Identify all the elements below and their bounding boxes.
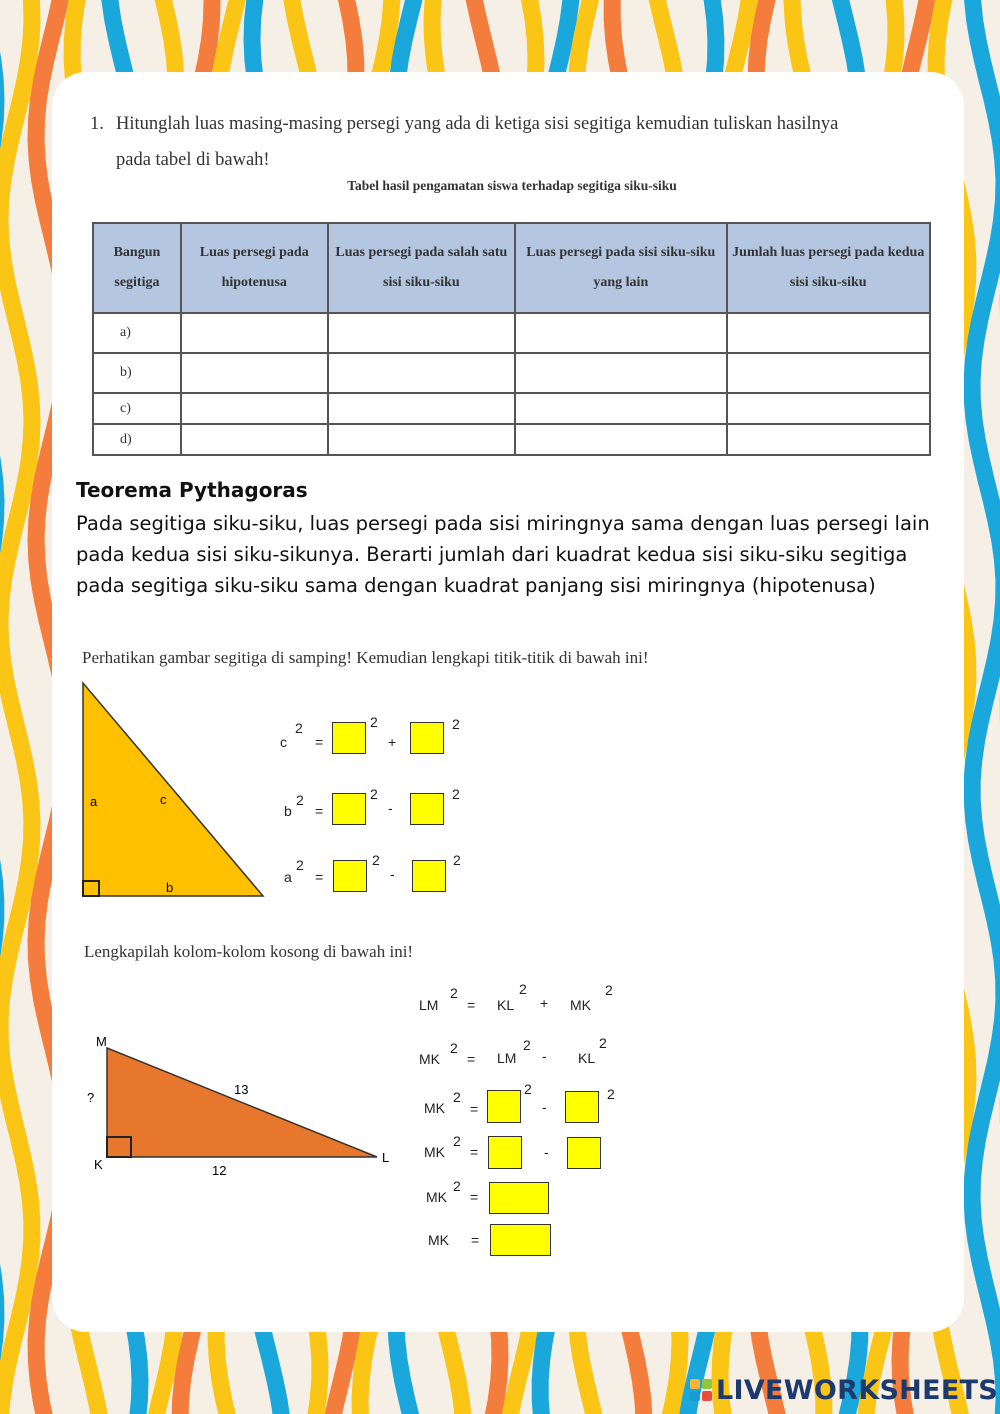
equals: = bbox=[470, 1101, 479, 1117]
term: KL bbox=[497, 997, 515, 1013]
answer-box[interactable] bbox=[410, 793, 444, 825]
header-hipotenusa: Luas persegi pada hipotenusa bbox=[181, 223, 328, 313]
eq-exp: 2 bbox=[370, 714, 378, 730]
eq-exp: 2 bbox=[296, 857, 304, 873]
eq-lhs: b bbox=[284, 803, 292, 819]
question-text: Hitunglah luas masing-masing persegi yang ada di ketiga sisi segitiga kemudian tuliskan hasilnya bbox=[116, 114, 839, 134]
question-text-continued: pada tabel di bawah! bbox=[116, 150, 270, 170]
term: KL bbox=[578, 1050, 596, 1066]
exp: 2 bbox=[607, 1086, 615, 1102]
eq-equals: = bbox=[315, 803, 324, 819]
row-label: d) bbox=[93, 424, 181, 455]
term: MK bbox=[419, 1051, 440, 1067]
answer-cell[interactable] bbox=[515, 424, 726, 455]
liveworksheets-logo bbox=[690, 1373, 998, 1407]
answer-box[interactable] bbox=[410, 722, 444, 754]
equals: = bbox=[470, 1189, 479, 1205]
answer-cell[interactable] bbox=[328, 353, 516, 393]
triangle-shape bbox=[83, 683, 263, 896]
eq-equals: = bbox=[315, 869, 324, 885]
row-label: b) bbox=[93, 353, 181, 393]
answer-cell[interactable] bbox=[181, 393, 328, 424]
eq-equals: = bbox=[315, 734, 324, 750]
row-label: a) bbox=[93, 313, 181, 353]
answer-cell[interactable] bbox=[727, 313, 930, 353]
operator: - bbox=[542, 1048, 547, 1064]
eq-operator: - bbox=[388, 800, 393, 816]
answer-box[interactable] bbox=[488, 1136, 522, 1169]
eq-exp: 2 bbox=[452, 716, 460, 732]
exp: 2 bbox=[519, 981, 527, 997]
logo-icon bbox=[690, 1379, 712, 1401]
side-mk-value: ? bbox=[87, 1090, 95, 1105]
header-sisi-1: Luas persegi pada salah satu sisi siku-siku bbox=[328, 223, 516, 313]
answer-box[interactable] bbox=[332, 793, 366, 825]
term: LM bbox=[419, 997, 439, 1013]
answer-cell[interactable] bbox=[328, 313, 516, 353]
answer-cell[interactable] bbox=[515, 313, 726, 353]
exercise-2-instruction: Lengkapilah kolom-kolom kosong di bawah ini! bbox=[84, 942, 414, 961]
term: MK bbox=[426, 1189, 447, 1205]
exp: 2 bbox=[453, 1178, 461, 1194]
exp: 2 bbox=[524, 1081, 532, 1097]
side-label-b: b bbox=[166, 880, 174, 895]
eq-exp: 2 bbox=[370, 786, 378, 802]
answer-cell[interactable] bbox=[181, 313, 328, 353]
side-kl-value: 12 bbox=[212, 1163, 227, 1178]
exp: 2 bbox=[605, 982, 613, 998]
vertex-m: M bbox=[96, 1034, 107, 1049]
equals: = bbox=[467, 1051, 476, 1067]
answer-box[interactable] bbox=[490, 1224, 551, 1256]
eq-lhs: a bbox=[284, 869, 292, 885]
triangle-shape bbox=[107, 1048, 377, 1157]
exp: 2 bbox=[453, 1089, 461, 1105]
eq-exp: 2 bbox=[453, 852, 461, 868]
logo-text: LIVEWORKSHEETS bbox=[716, 1374, 999, 1406]
answer-cell[interactable] bbox=[328, 393, 516, 424]
answer-cell[interactable] bbox=[515, 353, 726, 393]
header-bangun: Bangun segitiga bbox=[93, 223, 181, 313]
answer-cell[interactable] bbox=[727, 353, 930, 393]
term: MK bbox=[424, 1144, 445, 1160]
observation-table bbox=[92, 222, 931, 456]
equals: = bbox=[470, 1144, 479, 1160]
eq-operator: + bbox=[388, 734, 397, 750]
side-label-a: a bbox=[90, 794, 98, 809]
eq-exp: 2 bbox=[296, 792, 304, 808]
answer-cell[interactable] bbox=[727, 424, 930, 455]
answer-box[interactable] bbox=[565, 1091, 599, 1123]
answer-cell[interactable] bbox=[328, 424, 516, 455]
wavy-stripe bbox=[0, 0, 32, 1414]
side-ml-value: 13 bbox=[234, 1082, 249, 1097]
eq-operator: - bbox=[390, 866, 395, 882]
operator: - bbox=[544, 1144, 549, 1160]
answer-cell[interactable] bbox=[181, 353, 328, 393]
right-triangle-mkl bbox=[80, 1030, 400, 1180]
right-triangle-abc bbox=[80, 680, 270, 900]
exp: 2 bbox=[450, 1040, 458, 1056]
exp: 2 bbox=[453, 1133, 461, 1149]
answer-box[interactable] bbox=[567, 1137, 601, 1169]
question-number: 1. bbox=[90, 114, 104, 134]
exp: 2 bbox=[599, 1035, 607, 1051]
answer-box[interactable] bbox=[412, 860, 446, 892]
side-label-c: c bbox=[160, 792, 167, 807]
operator: - bbox=[542, 1099, 547, 1115]
term: LM bbox=[497, 1050, 517, 1066]
header-sisi-2: Luas persegi pada sisi siku-siku yang lain bbox=[515, 223, 726, 313]
theorem-title: Teorema Pythagoras bbox=[76, 478, 308, 502]
row-label: c) bbox=[93, 393, 181, 424]
vertex-l: L bbox=[382, 1150, 390, 1165]
header-jumlah: Jumlah luas persegi pada kedua sisi siku-siku bbox=[727, 223, 930, 313]
term: MK bbox=[424, 1100, 445, 1116]
answer-box[interactable] bbox=[333, 860, 367, 892]
equals: = bbox=[471, 1232, 480, 1248]
question-1 bbox=[90, 106, 950, 178]
answer-box[interactable] bbox=[332, 722, 366, 754]
eq-exp: 2 bbox=[372, 852, 380, 868]
table-caption: Tabel hasil pengamatan siswa terhadap segitiga siku-siku bbox=[347, 178, 677, 193]
exp: 2 bbox=[523, 1037, 531, 1053]
equals: = bbox=[467, 997, 476, 1013]
eq-exp: 2 bbox=[295, 720, 303, 736]
exp: 2 bbox=[450, 985, 458, 1001]
eq-lhs: c bbox=[280, 734, 287, 750]
answer-box[interactable] bbox=[489, 1182, 549, 1214]
answer-cell[interactable] bbox=[727, 393, 930, 424]
vertex-k: K bbox=[94, 1157, 103, 1172]
answer-box[interactable] bbox=[487, 1090, 521, 1123]
exercise-1-instruction: Perhatikan gambar segitiga di samping! Kemudian lengkapi titik-titik di bawah ini! bbox=[82, 648, 649, 667]
operator: + bbox=[540, 995, 549, 1011]
answer-cell[interactable] bbox=[515, 393, 726, 424]
wavy-stripe bbox=[972, 0, 1000, 1414]
term: MK bbox=[428, 1232, 449, 1248]
term: MK bbox=[570, 997, 591, 1013]
eq-exp: 2 bbox=[452, 786, 460, 802]
theorem-body: Pada segitiga siku-siku, luas persegi pada sisi miringnya sama dengan luas persegi lain pada kedua sisi siku-sikunya. Berarti jumlah dari kuadrat kedua sisi siku-siku segitiga pada segitiga siku-siku sama dengan kuadrat panjang sisi miringnya (hipotenusa) bbox=[76, 512, 930, 597]
answer-cell[interactable] bbox=[181, 424, 328, 455]
